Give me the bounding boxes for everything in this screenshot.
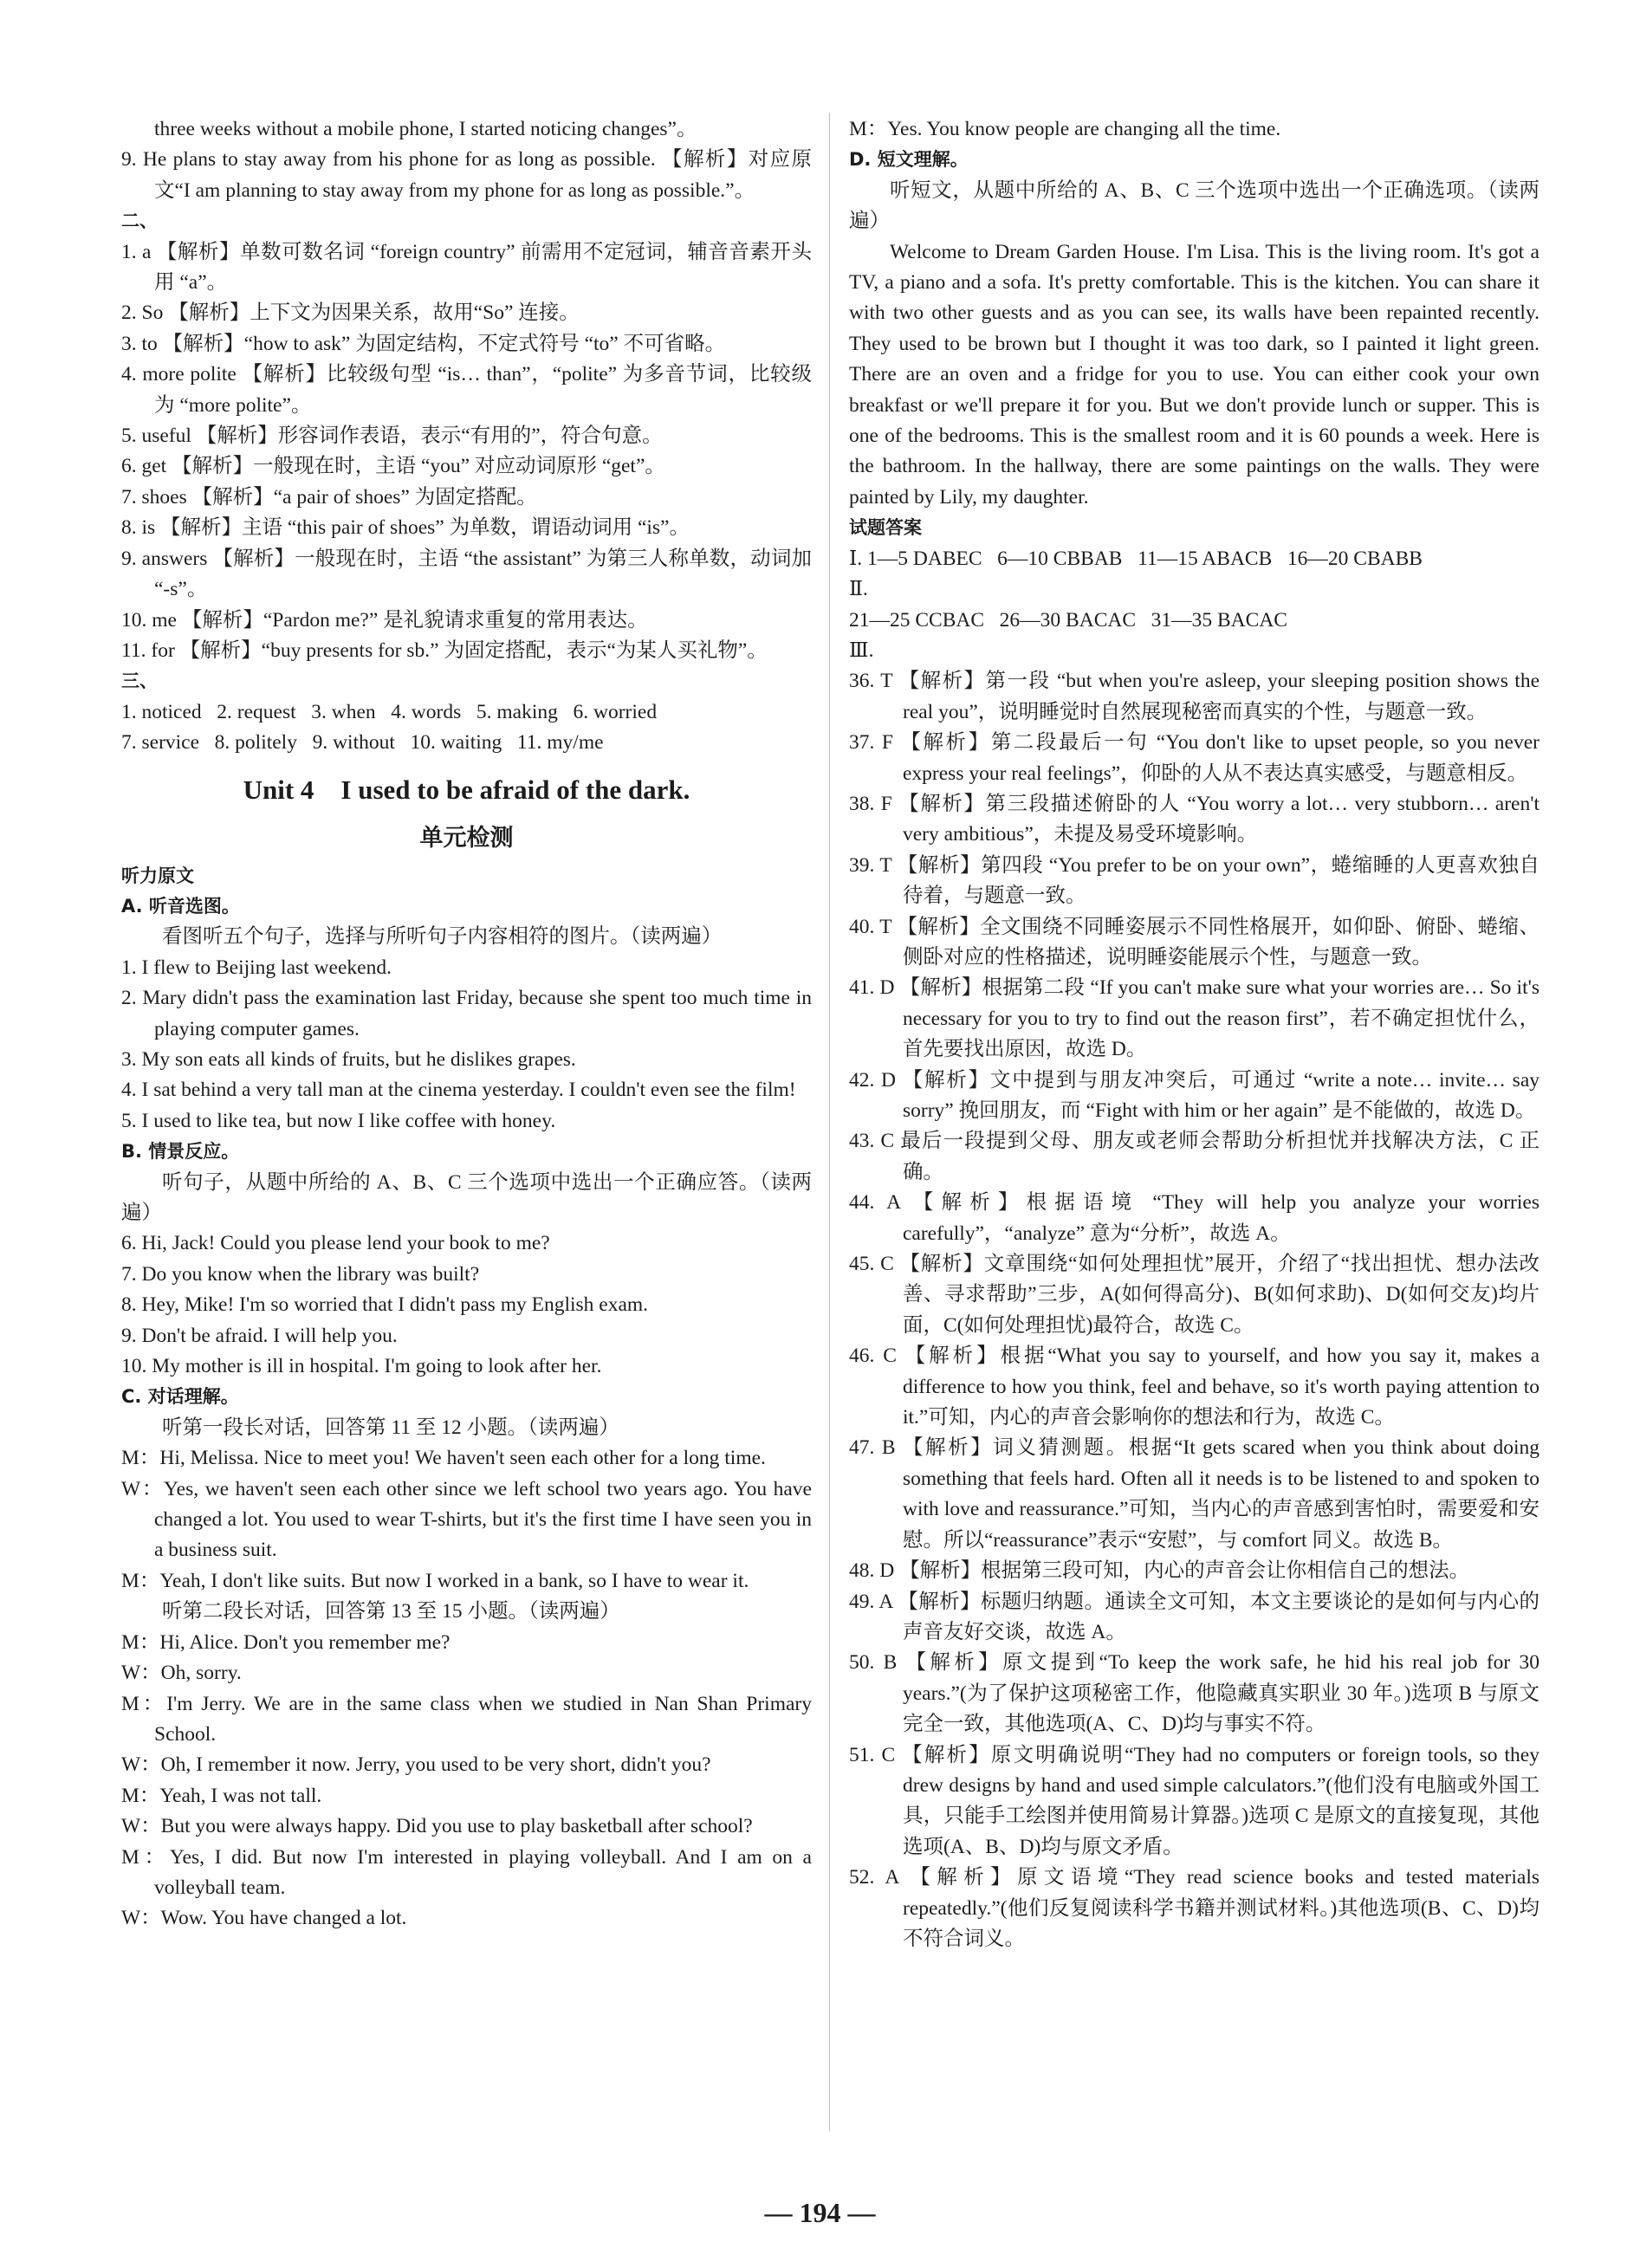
answer-item: 46. C 【解析】根据“What you say to yourself, and how you say it, makes a difference to how you think, feel and behave, so it's worth paying attention to it.”可知，内心的声音会影响你的想法和行为，故选 C。 [849,1345,1545,1429]
answer-item: 2. Mary didn't pass the examination last Friday, because she spent too much time in playing computer games. [121,987,817,1040]
paragraph: 听短文，从题中所给的 A、B、C 三个选项中选出一个正确选项。（读两遍） [849,178,1540,233]
text-line: 21—25 CCBAC 26—30 BACAC 31—35 BACAC [849,608,1287,632]
answer-item: 49. A 【解析】标题归纳题。通读全文可知，本文主要谈论的是如何与内心的声音友好交谈，故选 A。 [849,1590,1540,1643]
answer-item: 50. B 【解析】原文提到“To keep the work safe, he hid his real job for 30 years.”(为了保护这项秘密工作，他隐藏真实职业 30 年。)选项 B 与原文完全一致，其他选项(A、C、D)均与事实不符。 [849,1651,1545,1736]
section-heading: 听力原文 [121,865,194,886]
answer-item: W：Oh, sorry. [121,1662,242,1685]
answer-item: W：But you were always happy. Did you use to play basketball after school? [121,1815,753,1838]
answer-item: W：Oh, I remember it now. Jerry, you used to be very short, didn't you? [121,1753,711,1777]
answer-item: 52. A 【解析】原文语境“They read science books and tested materials repeatedly.”(他们反复阅读科学书籍并测试材料。)其他选项(B、C、D)均不符合词义。 [849,1866,1545,1950]
page-number: — 194 — [764,2197,876,2228]
paragraph: 看图听五个句子，选择与所听句子内容相符的图片。（读两遍） [162,925,723,949]
answer-item: 43. C 最后一段提到父母、朋友或老师会帮助分析担忧并找解决方法，C 正确。 [849,1130,1540,1183]
answer-item: M：Yes. You know people are changing all the time. [849,118,1281,140]
answer-item: 47. B 【解析】词义猜测题。根据“It gets scared when you think about doing something that feels hard. Often all it needs is to be listened to and spoken to with love and reassurance.”可知，当内心的声音感到害怕时，需要爱和安慰。所以“reassurance”表示“安慰”，与 comfort 同义。故选 B。 [849,1436,1545,1552]
answer-item: 11. for 【解析】“buy presents for sb.” 为固定搭配，表示“为某人买礼物”。 [121,638,768,662]
answer-item: W：Yes, we haven't seen each other since we left school two years ago. You have changed a lot. You used to wear T-shirts, but it's the first time I have seen you in a business suit. [121,1477,817,1562]
answer-item: 40. T 【解析】全文围绕不同睡姿展示不同性格展开，如仰卧、俯卧、蜷缩、侧卧对应的性格描述，说明睡姿能展示个性，与题意一致。 [849,915,1540,969]
answer-item: 3. to 【解析】“how to ask” 为固定结构，不定式符号 “to” 不可省略。 [121,332,726,355]
section-subtitle: 单元检测 [419,824,514,852]
answer-item: M：Yes, I did. But now I'm interested in playing volleyball. And I am on a volleyball team. [121,1845,817,1899]
answer-item: 3. My son eats all kinds of fruits, but he dislikes grapes. [121,1047,576,1071]
text-line: Ⅱ. [849,578,868,601]
section-heading: C. 对话理解。 [121,1386,239,1408]
answer-item: 5. useful 【解析】形容词作表语，表示“有用的”，符合句意。 [121,424,663,448]
right-column [849,114,1545,1954]
answer-item: M：Hi, Melissa. Nice to meet you! We haven't seen each other for a long time. [121,1447,766,1470]
answer-item: 1. I flew to Beijing last weekend. [121,956,392,979]
continuation-line: three weeks without a mobile phone, I started noticing changes”。 [154,118,697,140]
section-heading: B. 情景反应。 [121,1141,240,1163]
answer-item: M：Yeah, I was not tall. [121,1784,322,1807]
answer-item: 45. C 【解析】文章围绕“如何处理担忧”展开，介绍了“找出担忧、想办法改善、寻求帮助”三步，A(如何得高分)、B(如何求助)、D(如何交友)均片面，C(如何处理担忧)最符合，故选 C。 [849,1253,1540,1337]
answer-item: 2. So 【解析】上下文为因果关系，故用“So” 连接。 [121,301,580,325]
answer-item: 4. more polite 【解析】比较级句型 “is… than”，“polite” 为多音节词，比较级为 “more polite”。 [121,363,812,417]
text-line: Ⅲ. [849,638,874,662]
unit-title: Unit 4 I used to be afraid of the dark. [243,774,690,805]
answer-item: 7. Do you know when the library was built? [121,1262,480,1286]
answer-item: 4. I sat behind a very tall man at the cinema yesterday. I couldn't even see the film! [121,1079,796,1102]
section-heading: A. 听音选图。 [121,895,240,917]
answer-item: 8. Hey, Mike! I'm so worried that I didn't pass my English exam. [121,1293,649,1317]
answer-item: 9. He plans to stay away from his phone for as long as possible. 【解析】对应原文“I am planning to stay away from my phone for as long as possible.”。 [121,148,812,202]
answer-item: 6. get 【解析】一般现在时，主语 “you” 对应动词原形 “get”。 [121,455,665,478]
text-line: Ⅰ. 1—5 DABEC 6—10 CBBAB 11—15 ABACB 16—20 CBABB [849,547,1423,570]
answer-item: 38. F 【解析】第三段描述俯卧的人 “You worry a lot… very stubborn… aren't very ambitious”，未提及易受环境影响。 [849,792,1545,846]
paragraph: 听第二段长对话，回答第 13 至 15 小题。（读两遍） [162,1600,620,1623]
paragraph: 听句子，从题中所给的 A、B、C 三个选项中选出一个正确应答。（读两遍） [121,1170,812,1224]
answer-item: 37. F 【解析】第二段最后一句 “You don't like to upset people, so you never express your real feelings”，仰卧的人从不表达真实感受，与题意相反。 [849,731,1545,785]
answer-item: M：Hi, Alice. Don't you remember me? [121,1630,451,1654]
text-line: 7. service 8. politely 9. without 10. waiting 11. my/me [121,731,604,755]
answer-item: 44. A 【解析】根据语境 “They will help you analyze your worries carefully”，“analyze” 意为“分析”，故选 A。 [849,1191,1545,1245]
answer-item: 42. D 【解析】文中提到与朋友冲突后，可通过 “write a note… invite… say sorry” 挽回朋友，而 “Fight with him or her again” 是不能做的，故选 D。 [849,1068,1545,1122]
text-line: 1. noticed 2. request 3. when 4. words 5. making 6. worried [121,700,658,723]
section-heading: D. 短文理解。 [849,149,969,171]
answer-item: 51. C 【解析】原文明确说明“They had no computers or foreign tools, so they drew designs by hand and used simple calculators.”(他们没有电脑或外国工具，只能手工绘图并使用简易计算器。)选项 C 是原文的直接复现，其他选项(A、B、D)均与原文矛盾。 [849,1743,1545,1858]
answer-item: 36. T 【解析】第一段 “but when you're asleep, your sleeping position shows the real you”，说明睡觉时自然展现秘密而真实的个性，与题意一致。 [849,670,1545,723]
answer-item: 9. Don't be afraid. I will help you. [121,1324,398,1347]
section-heading: 试题答案 [849,517,922,539]
answer-item: 8. is 【解析】主语 “this pair of shoes” 为单数，谓语动词用 “is”。 [121,516,690,540]
answer-item: 41. D 【解析】根据第二段 “If you can't make sure what your worries are… So it's necessary for you to try to find out the reason first”，若不确定担忧什么，首先要找出原因，故选 D。 [849,976,1545,1061]
answer-item: 5. I used to like tea, but now I like coffee with honey. [121,1109,556,1132]
answer-item: 7. shoes 【解析】“a pair of shoes” 为固定搭配。 [121,485,537,509]
paragraph: 听第一段长对话，回答第 11 至 12 小题。（读两遍） [162,1416,619,1439]
answer-item: 6. Hi, Jack! Could you please lend your book to me? [121,1232,550,1255]
answer-item: 48. D 【解析】根据第三段可知，内心的声音会让你相信自己的想法。 [849,1559,1470,1583]
section-heading: 二、 [121,211,158,232]
answer-item: 39. T 【解析】第四段 “You prefer to be on your own”，蜷缩睡的人更喜欢独自待着，与题意一致。 [849,853,1540,908]
section-heading: 三、 [121,671,158,692]
answer-item: 1. a 【解析】单数可数名词 “foreign country” 前需用不定冠词，辅音音素开头用 “a”。 [121,240,812,295]
column-divider [829,113,830,2131]
paragraph: Welcome to Dream Garden House. I'm Lisa. This is the living room. It's got a TV, a piano and a sofa. It's pretty comfortable. This is the kitchen. You can share it with two other guests and as you can see, its walls have been repainted recently. They used to be brown but I thought it was too dark, so I painted it light green. There are an oven and a fridge for you to use. You can either cook your own breakfast or we'll prepare it for you. But we don't provide lunch or supper. This is one of the bedrooms. This is the smallest room and it is 60 pounds a week. Here is the bathroom. In the hallway, there are some paintings on the walls. They were painted by Lily, my daughter. [849,240,1545,509]
left-column [121,114,817,1934]
answer-item: W：Wow. You have changed a lot. [121,1907,407,1930]
answer-item: 10. My mother is ill in hospital. I'm going to look after her. [121,1355,602,1378]
answer-item: 9. answers 【解析】一般现在时，主语 “the assistant” 为第三人称单数，动词加 “-s”。 [121,547,817,601]
answer-item: M：Yeah, I don't like suits. But now I worked in a bank, so I have to wear it. [121,1569,749,1592]
answer-item: M：I'm Jerry. We are in the same class when we studied in Nan Shan Primary School. [121,1692,817,1746]
answer-item: 10. me 【解析】“Pardon me?” 是礼貌请求重复的常用表达。 [121,608,648,632]
